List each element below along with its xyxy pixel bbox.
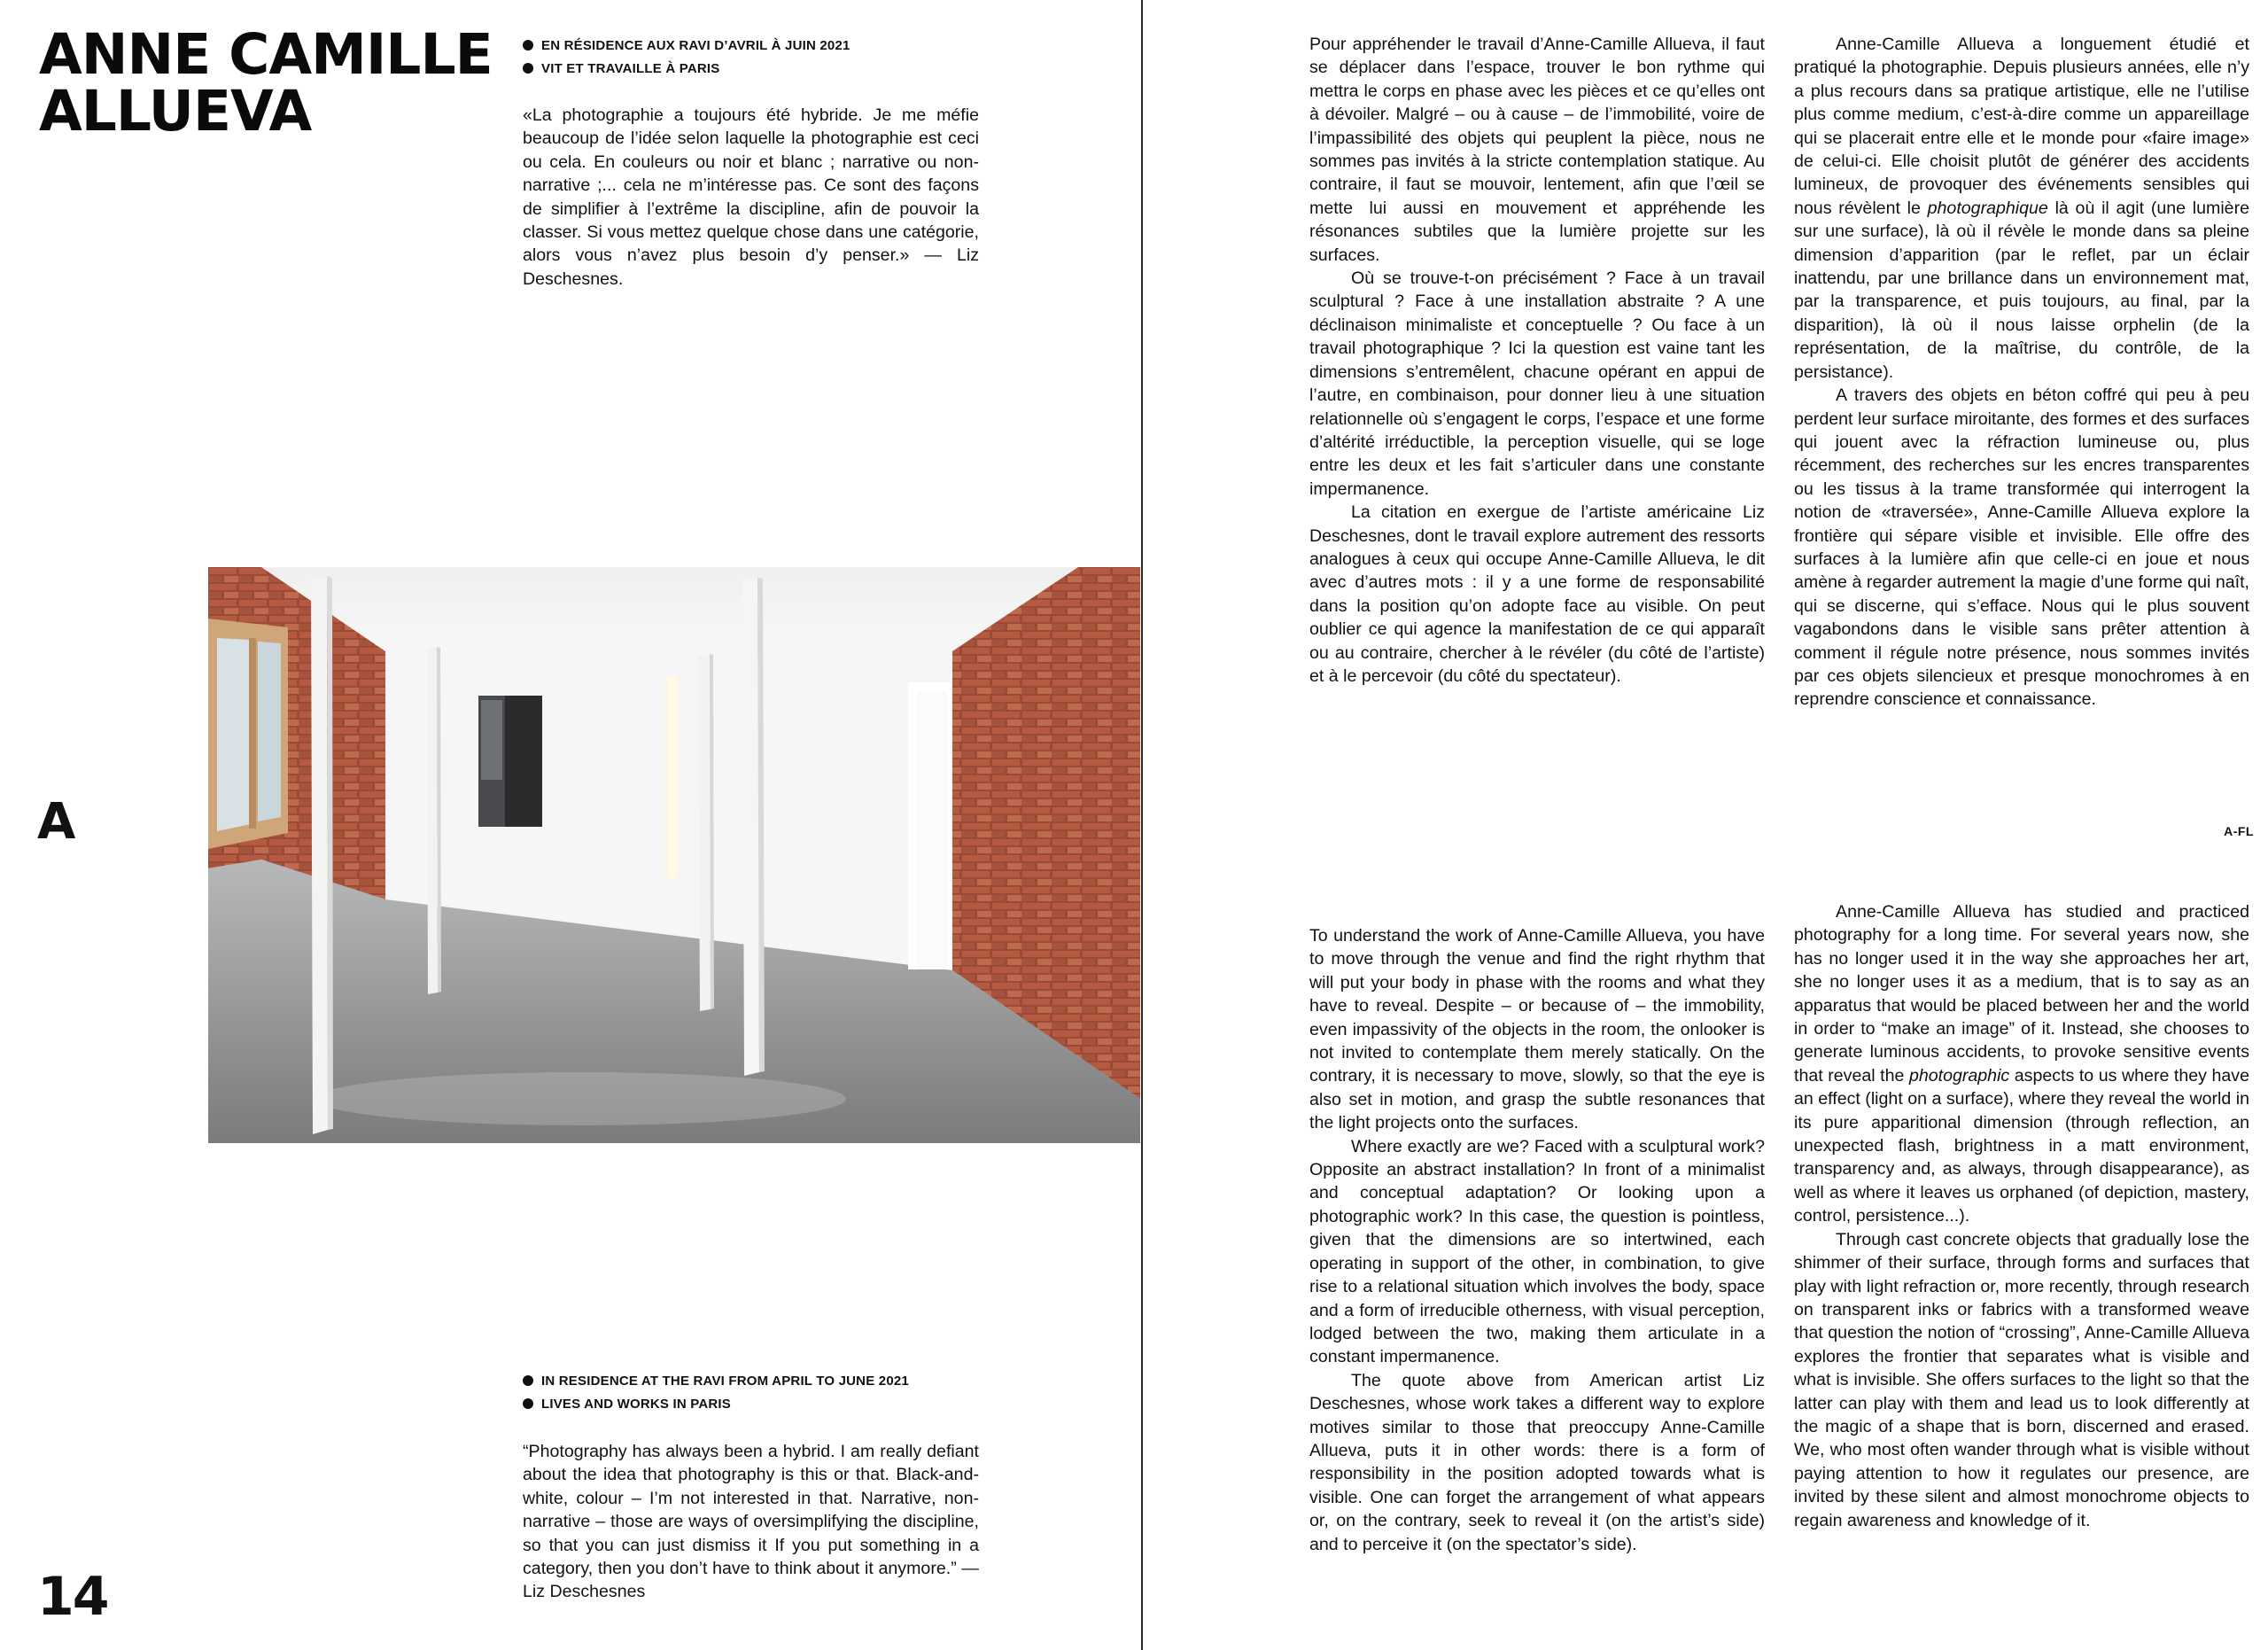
- emphasis-text: photographic: [1908, 1065, 2010, 1086]
- en-paragraph: To understand the work of Anne-Camille Allueva, you have to move through the venue and find the right rhythm that will put your body in phase with the rooms and what they have to reveal. Despite – or because of – the immobility, even impassivity of the objects in the room, the onlooker is not invited to contemplate them merely statically. On the contrary, it is necessary to move, slowly, so that the eye is also set in motion, and grasp the subtle resonances that the light projects onto the surfaces.: [1309, 926, 1765, 1133]
- fr-paragraph: Anne-Camille Allueva a longuement étudié et pratiqué la photographie. Depuis plusieurs années, elle n’y a plus recours dans sa pratique artistique, elle ne l’utilise plus comme medium, c’est-à-dire comme un appareillage qui se placerait entre elle et le monde pour «faire image» de celui-ci. Elle choisit plutôt de générer des accidents lumineux, de provoquer des événements sensibles qui nous révèlent le photographique là où il agit (une lumière sur une surface), là où il révèle le monde dans sa pleine dimension d’apparition (par le reflet, par un éclair inattendu, par une brillance dans un environnement mat, par la transparence, et puis toujours, au final, par la disparition), là où il nous laisse orphelin (de la représentation, de la maîtrise, du contrôle, de la persistance).: [1794, 35, 2250, 382]
- en-paragraph: Through cast concrete objects that gradually lose the shimmer of their surface, through forms and surfaces that play with light refraction or, more recently, through research on transparent inks or fabrics with a transformed weave that question the notion of “crossing”, Anne-Camille Allueva explores the frontier that separates what is visible and what is invisible. She offers surfaces to the light so that the latter can play with them and lead us to look differently at the magic of a shape that is born, discerned and erased. We, who most often wander through what is visible without paying attention to how it regulates our presence, are invited by these silent and almost monochrome objects to regain awareness and knowledge of it.: [1794, 1229, 2249, 1530]
- bullet-icon: [523, 1398, 533, 1409]
- fr-tag-location: VIT ET TRAVAILLE À PARIS: [523, 58, 1001, 81]
- fr-paragraph: Pour appréhender le travail d’Anne-Camille Allueva, il faut se déplacer dans l’espace, trouver le bon rythme qui mettra le corps en phase avec les pièces et ce qu’elles ont à dévoiler. Malgré – ou à cause – de l’immobilité, voire de l’impassibilité des objets qui peuplent la pièce, nous ne sommes pas invités à la stricte contemplation statique. Au contraire, il faut se mouvoir, lentement, afin que l’œil se mette lui aussi en mouvement et appréhende les résonances subtiles que la lumière projette sur les surfaces.: [1309, 35, 1765, 265]
- page-number: 14: [37, 1566, 108, 1628]
- exhibition-photo: [208, 567, 1140, 1143]
- book-spine: [1141, 0, 1143, 1650]
- bullet-icon: [523, 1375, 533, 1386]
- en-paragraph: Where exactly are we? Faced with a sculptural work? Opposite an abstract installation? In front of a minimalist and conceptual adaptation? Or looking upon a photographic work? In this case, the question is pointless, given that the dimensions are so intertwined, each operating in support of the other, in combination, to give rise to a relational situation which involves the body, space and a form of irreducible otherness, with visual perception, lodged between the two, making them articulate in a constant impermanence.: [1309, 1136, 1765, 1367]
- section-letter: A: [37, 793, 76, 851]
- bullet-icon: [523, 63, 533, 74]
- en-text-column-1: [1309, 924, 1765, 1556]
- en-paragraph: The quote above from American artist Liz Deschesnes, whose work takes a different way to explore motives similar to those that preoccupy Anne-Camille Allueva, puts it in other words: there is a form of responsibility in the position adopted towards what is visible. One can forget the arrangement of what appears or, on the contrary, seek to reveal it (on the artist’s side) and to perceive it (on the spectator’s side).: [1309, 1370, 1765, 1554]
- fr-paragraph: Où se trouve-t-on précisément ? Face à un travail sculptural ? Face à une installation abstraite ? A une déclinaison minimaliste et conceptuelle ? Ou face à un travail photographique ? Ici la question est vaine tant les dimensions s’entremêlent, chacune opérant en appui de l’autre, en combinaison, pour donner lieu à une situation relationnelle où s’engagent le corps, l’espace et une forme d’altérité irréductible, la perception visuelle, qui se loge entre les deux et les fait s’articuler dans une constante impermanence.: [1309, 269, 1765, 499]
- bullet-icon: [523, 40, 533, 51]
- fr-text-column-1: [1309, 33, 1765, 688]
- en-paragraph: Anne-Camille Allueva has studied and practiced photography for a long time. For several years now, she has no longer used it in the way she approaches her art, she no longer uses it as a medium, that is to say as an apparatus that would be placed between her and the world in order to “make an image” of it. Instead, she chooses to generate luminous accidents, to provoke sensitive events that reveal the photographic aspects to us where they have an effect (light on a surface), where they reveal the world in its pure apparitional dimension (through reflection, an unexpected flash, brightness in a matt environment, transparency and, as always, through disappearance), as well as where it leaves us orphaned (of depiction, mastery, control, persistence...).: [1794, 902, 2249, 1226]
- en-tag-residence: IN RESIDENCE AT THE RAVI FROM APRIL TO JUNE 2021: [523, 1370, 1001, 1393]
- en-tag-location: LIVES AND WORKS IN PARIS: [523, 1393, 1001, 1416]
- emphasis-text: photographique: [1927, 198, 2048, 218]
- fr-paragraph: La citation en exergue de l’artiste américaine Liz Deschesnes, dont le travail explore autrement des ressorts analogues à ceux qui occupe Anne-Camille Allueva, le dit avec d’autres mots : il y a une forme de responsabilité dans la position qu’on adopte face au visible. On peut oublier ce qui agence la manifestation de ce qui apparaît ou au contraire, chercher à le révéler (du côté de l’artiste) et à le percevoir (du côté du spectateur).: [1309, 502, 1765, 686]
- en-quote: “Photography has always been a hybrid. I am really defiant about the idea that photography is this or that. Black-and-white, colour – I’m not interested in that. Narrative, non-narrative – those are ways of oversimplifying the discipline, so that you can just dismiss it If you put something in a category, then you don’t have to think about it anymore.” — Liz Deschesnes: [523, 1442, 979, 1602]
- en-tag-list: [523, 1370, 1001, 1416]
- author-signature: A-FL: [2224, 824, 2254, 838]
- fr-tag-list: [523, 35, 1001, 81]
- artist-name: ANNE CAMILLE ALLUEVA: [39, 22, 493, 144]
- fr-paragraph: A travers des objets en béton coffré qui peu à peu perdent leur surface miroitante, des formes et des surfaces qui jouent avec la réfraction lumineuse ou, plus récemment, des recherches sur les encres transparentes ou les tissus à la trame transformée qui interrogent la notion de «traversée», Anne-Camille Allueva explore la frontière qui sépare visible et invisible. Elle offre des surfaces à la lumière afin que celle-ci en joue et nous amène à regarder autrement la magie d’une forme qui naît, qui se discerne, qui s’efface. Nous qui le plus souvent vagabondons dans le visible sans prêter attention à comment il régule notre présence, nous sommes invités par ces objets silencieux et presque monochromes à en reprendre conscience et connaissance.: [1794, 385, 2249, 710]
- fr-tag-residence: EN RÉSIDENCE AUX RAVI D’AVRIL À JUIN 2021: [523, 35, 1001, 58]
- en-text-column-2: [1794, 900, 2249, 1532]
- fr-text-column-2: [1794, 33, 2249, 712]
- fr-quote: «La photographie a toujours été hybride. Je me méfie beaucoup de l’idée selon laquelle la photographie est ceci ou cela. En couleurs ou noir et blanc ; narrative ou non-narrative ;... cela ne m’intéresse pas. Ce sont des façons de simplifier à l’extrême la discipline, afin de pouvoir la classer. Si vous mettez quelque chose dans une catégorie, alors vous n’avez plus besoin d’y penser.» — Liz Deschesnes.: [523, 105, 979, 289]
